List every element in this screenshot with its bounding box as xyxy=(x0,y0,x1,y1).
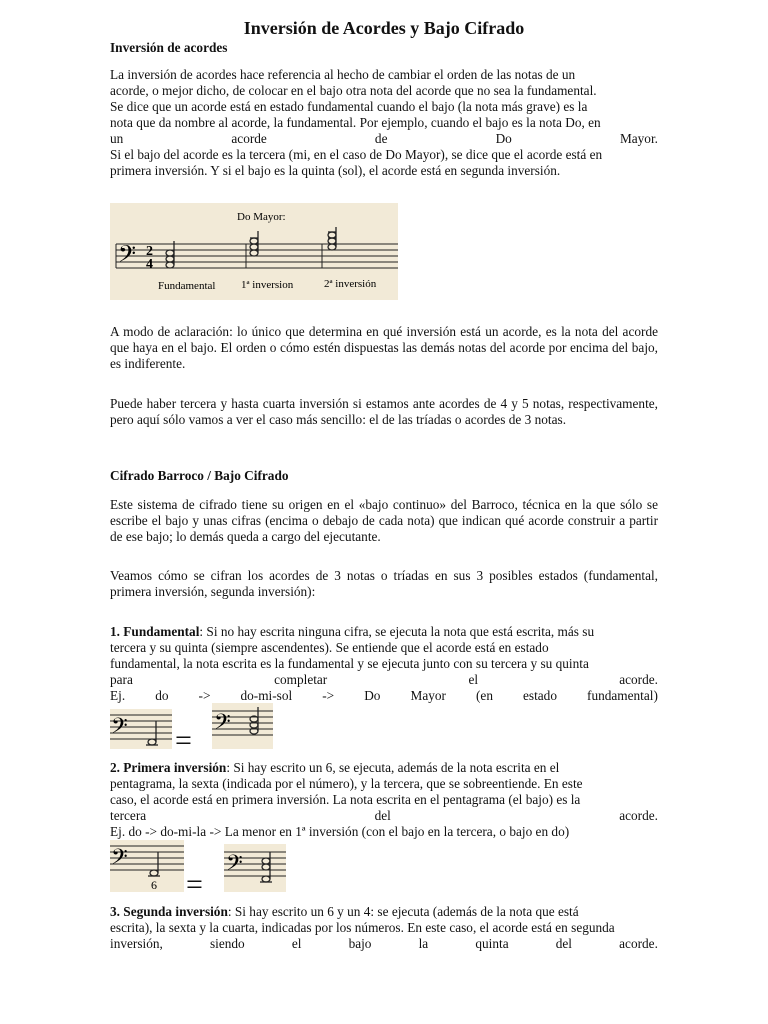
word: Do xyxy=(495,131,512,146)
music-staff-figure xyxy=(110,840,184,892)
word: (en xyxy=(475,688,493,703)
text-line xyxy=(110,760,658,776)
label-first-inversion: 1ª inversion xyxy=(241,279,294,291)
word: quinta xyxy=(475,936,509,951)
item-label: 1. Fundamental xyxy=(110,624,200,639)
text-line-justified xyxy=(110,808,658,824)
word: la xyxy=(418,936,429,951)
text-line: acorde, o mejor dicho, de colocar en el bajo otra nota del acorde que no sea la fundamental. xyxy=(110,83,597,98)
text-line: Se dice que un acorde está en estado fundamental cuando el bajo (la nota más grave) es la xyxy=(110,99,588,114)
word: do-mi-sol xyxy=(240,688,293,703)
music-staff-figure xyxy=(110,203,398,300)
word: tercera xyxy=(110,808,147,823)
text-line: tercera y su quinta (siempre ascendentes). Se entiende que el acorde está en estado xyxy=(110,640,549,655)
bass-clef-icon: 𝄢 xyxy=(111,714,128,743)
bass-clef-icon: 𝄢 xyxy=(226,851,243,880)
word: Mayor xyxy=(410,688,446,703)
figure-do-mayor-inversions xyxy=(110,203,398,300)
equals-sign: = xyxy=(186,868,203,901)
bass-clef-icon: 𝄢 xyxy=(111,845,128,874)
text-line: La inversión de acordes hace referencia al hecho de cambiar el orden de las notas de un xyxy=(110,67,576,82)
item-label: 2. Primera inversión xyxy=(110,760,227,775)
text-line: fundamental, la nota escrita es la fundamental y se ejecuta junto con su tercera y su quinta xyxy=(110,656,589,671)
music-staff-figure xyxy=(224,844,286,892)
paragraph-higher-inversions: Puede haber tercera y hasta cuarta inversión si estamos ante acordes de 4 y 5 notas, respectivamente, pero aquí sólo vamos a ver el caso más sencillo: el de las tríadas o acordes de 3 notas. xyxy=(110,396,658,427)
paragraph-item-first-inversion xyxy=(110,760,658,840)
figure-title: Do Mayor: xyxy=(237,211,286,223)
text-line: pentagrama, la sexta (indicada por el número), y la tercera, que se sobreentiende. En este xyxy=(110,776,583,791)
word: inversión, xyxy=(110,936,163,951)
music-staff-figure xyxy=(212,703,273,749)
word: Do xyxy=(364,688,381,703)
word: Mayor. xyxy=(619,131,658,146)
text-line: Ej. do -> do-mi-la -> La menor en 1ª inversión (con el bajo en la tercera, o bajo en do) xyxy=(110,824,570,839)
word: de xyxy=(374,131,388,146)
chord-second-inversion xyxy=(328,227,336,250)
text-line-justified xyxy=(110,131,658,147)
section-heading-inversion: Inversión de acordes xyxy=(110,40,228,55)
paragraph-item-second-inversion xyxy=(110,904,658,952)
text-line xyxy=(110,624,658,640)
equals-sign: = xyxy=(175,724,192,757)
word: un xyxy=(110,131,124,146)
paragraph-cifrado-triads: Veamos cómo se cifran los acordes de 3 notas o tríadas en sus 3 posibles estados (fundamental, primera inversión, segunda inversión): xyxy=(110,568,658,599)
text-line: primera inversión. Y si el bajo es la quinta (sol), el acorde está en segunda inversión. xyxy=(110,163,561,178)
figure-bass-note-do-figured-6 xyxy=(110,840,184,892)
figure-bass-note-do xyxy=(110,709,172,749)
section-heading-cifrado: Cifrado Barroco / Bajo Cifrado xyxy=(110,468,289,483)
word: acorde. xyxy=(619,672,658,687)
figure-chord-do-mi-la xyxy=(224,844,286,892)
time-signature-top: 2 xyxy=(146,244,153,259)
page-title: Inversión de Acordes y Bajo Cifrado xyxy=(243,18,525,38)
word: estado xyxy=(523,688,557,703)
figured-bass-number: 6 xyxy=(151,878,157,892)
word: acorde xyxy=(231,131,267,146)
word: el xyxy=(468,672,479,687)
figure-chord-do-mi-sol xyxy=(212,703,273,749)
text-line: Si el bajo del acorde es la tercera (mi, en el caso de Do Mayor), se dice que el acorde está en xyxy=(110,147,603,162)
chord-first-inversion xyxy=(250,231,258,256)
text-line: caso, el acorde está en primera inversión. La nota escrita en el pentagrama (el bajo) es la xyxy=(110,792,581,807)
item-label: 3. Segunda inversión xyxy=(110,904,228,919)
word: -> xyxy=(198,688,211,703)
paragraph-item-fundamental xyxy=(110,624,658,704)
word: bajo xyxy=(348,936,372,951)
paragraph-cifrado-origin: Este sistema de cifrado tiene su origen en el «bajo continuo» del Barroco, técnica en la que sólo se escribe el bajo y unas cifras (encima o debajo de cada nota) que indican qué acorde construir a partir de ese bajo; lo demás queda a cargo del ejecutante. xyxy=(110,497,658,544)
staff-lines xyxy=(116,244,398,268)
word: siendo xyxy=(209,936,245,951)
time-signature-bottom: 4 xyxy=(146,257,153,272)
text-run: : Si hay escrito un 6, se ejecuta, además de la nota escrita en el xyxy=(226,760,560,775)
label-second-inversion: 2ª inversión xyxy=(324,278,377,290)
bass-clef-icon: 𝄢 xyxy=(118,242,137,273)
text-line: nota que da nombre al acorde, la fundamental. Por ejemplo, cuando el bajo es la nota Do, en xyxy=(110,115,601,130)
text-line: escrita), la sexta y la cuarta, indicadas por los números. En este caso, el acorde está en segunda xyxy=(110,920,615,935)
text-line xyxy=(110,904,658,920)
text-line-justified xyxy=(110,672,658,688)
word: para xyxy=(110,672,133,687)
word: acorde. xyxy=(619,936,658,951)
word: -> xyxy=(322,688,335,703)
word: del xyxy=(374,808,391,823)
word: completar xyxy=(274,672,328,687)
text-line-justified xyxy=(110,688,658,704)
text-line-justified xyxy=(110,936,658,952)
text-run: : Si hay escrito un 6 y un 4: se ejecuta (además de la nota que está xyxy=(227,904,579,919)
word: el xyxy=(291,936,302,951)
bass-clef-icon: 𝄢 xyxy=(214,710,231,739)
paragraph-inversion-intro xyxy=(110,67,658,179)
word: acorde. xyxy=(619,808,658,823)
music-staff-figure xyxy=(110,709,172,749)
word: del xyxy=(555,936,572,951)
text-run: : Si no hay escrita ninguna cifra, se ejecuta la nota que está escrita, más su xyxy=(199,624,595,639)
paragraph-clarification: A modo de aclaración: lo único que determina en qué inversión está un acorde, es la nota del acorde que haya en el bajo. El orden o cómo estén dispuestas las demás notas del acorde por encima del bajo, es indiferente. xyxy=(110,324,658,371)
word: do xyxy=(155,688,169,703)
chord-fundamental xyxy=(166,241,174,268)
word: Ej. xyxy=(110,688,126,703)
label-fundamental: Fundamental xyxy=(158,280,216,292)
word: fundamental) xyxy=(587,688,658,703)
